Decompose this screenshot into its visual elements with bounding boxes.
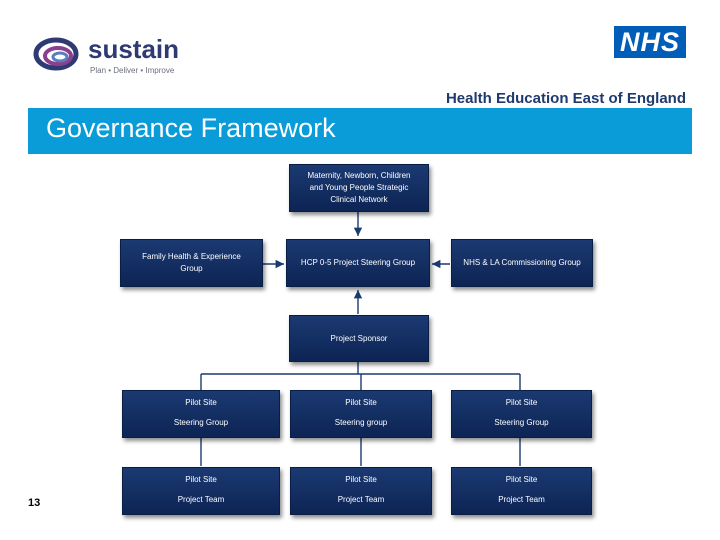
node-label: Family Health & Experience Group xyxy=(142,252,241,273)
organization-name: Health Education East of England xyxy=(445,90,686,107)
node-pilot-team-1 xyxy=(122,467,280,515)
node-label-top: Pilot Site xyxy=(185,398,217,407)
node-label-top: Pilot Site xyxy=(185,475,217,484)
node-pilot-team-3 xyxy=(451,467,592,515)
node-label-top: Pilot Site xyxy=(505,475,538,484)
node-label-bottom: Project Team xyxy=(498,495,545,504)
node-label: Project Sponsor xyxy=(330,333,388,343)
nhs-logo: NHS xyxy=(614,26,686,58)
node-label-bottom: Steering group xyxy=(334,418,388,427)
node-label: HCP 0-5 Project Steering Group xyxy=(300,258,416,267)
node-label-bottom: Steering Group xyxy=(173,418,229,427)
node-label: NHS & LA Commissioning Group xyxy=(463,258,581,267)
node-family-health-group xyxy=(120,239,263,287)
node-label-bottom: Project Team xyxy=(177,495,225,504)
node-pilot-team-2 xyxy=(290,467,432,515)
node-label-top: Pilot Site xyxy=(345,475,377,484)
node-label-bottom: Project Team xyxy=(337,495,385,504)
node-commissioning-group xyxy=(451,239,593,287)
node-pilot-steering-2 xyxy=(290,390,432,438)
sustain-tagline: Plan • Deliver • Improve xyxy=(90,66,175,75)
node-project-sponsor xyxy=(289,315,429,362)
sustain-logo-text: sustain xyxy=(88,34,180,64)
node-label: Maternity, Newborn, Children and Young People Strategic Clinical Network xyxy=(307,171,411,204)
slide-title: Governance Framework xyxy=(46,113,336,143)
node-pilot-steering-1 xyxy=(122,390,280,438)
node-label-top: Pilot Site xyxy=(345,398,377,407)
node-pilot-steering-3 xyxy=(451,390,592,438)
node-strategic-clinical-network xyxy=(289,164,429,212)
slide-number: 13 xyxy=(28,497,41,509)
node-label-bottom: Steering Group xyxy=(494,418,549,427)
node-project-steering-group xyxy=(286,239,430,287)
node-label-top: Pilot Site xyxy=(505,398,538,407)
